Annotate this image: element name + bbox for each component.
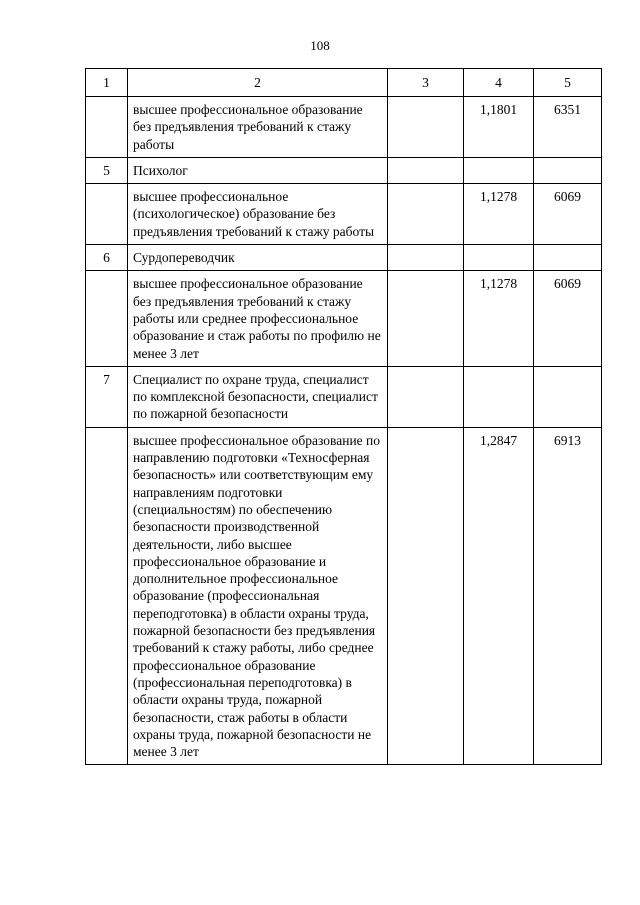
column-3-cell <box>388 184 464 245</box>
header-cell-5: 5 <box>534 69 602 97</box>
coefficient-cell <box>464 157 534 183</box>
qualification-text-cell: высшее профессиональное (психологическое) образование без предъявления требований к стажу работы <box>128 184 388 245</box>
salary-cell: 6069 <box>534 184 602 245</box>
column-3-cell <box>388 366 464 427</box>
salary-cell <box>534 366 602 427</box>
header-cell-1: 1 <box>86 69 128 97</box>
position-name-cell: Психолог <box>128 157 388 183</box>
table-row <box>86 157 602 183</box>
salary-cell: 6351 <box>534 97 602 158</box>
table-row <box>86 184 602 245</box>
header-cell-2: 2 <box>128 69 388 97</box>
coefficient-cell: 1,1278 <box>464 271 534 366</box>
table-row <box>86 245 602 271</box>
table-header-row <box>86 69 602 97</box>
header-cell-4: 4 <box>464 69 534 97</box>
salary-cell: 6913 <box>534 427 602 765</box>
row-number-cell <box>86 271 128 366</box>
coefficient-cell <box>464 366 534 427</box>
page-number: 108 <box>310 38 330 53</box>
qualification-text-cell: высшее профессиональное образование по направлению подготовки «Техносферная безопасность» или соответствующим ему направлениям подготовки (специальностям) по обеспечению безопасности производственной деятельности, либо высшее профессиональное образование и дополнительное профессиональное образование (профессиональная переподготовка) в области охраны труда, пожарной безопасности без предъявления требований к стажу работы, либо среднее профессиональное образование (профессиональная переподготовка) в области охраны труда, пожарной безопасности, стаж работы в области охраны труда, пожарной безопасности не менее 3 лет <box>128 427 388 765</box>
coefficient-cell: 1,1278 <box>464 184 534 245</box>
coefficient-cell <box>464 245 534 271</box>
column-3-cell <box>388 427 464 765</box>
row-number-cell: 7 <box>86 366 128 427</box>
qualification-text-cell: высшее профессиональное образование без предъявления требований к стажу работы <box>128 97 388 158</box>
document-table <box>85 68 602 765</box>
position-name-cell: Сурдопереводчик <box>128 245 388 271</box>
row-number-cell <box>86 97 128 158</box>
qualification-text-cell: высшее профессиональное образование без предъявления требований к стажу работы или среднее профессиональное образование и стаж работы по профилю не менее 3 лет <box>128 271 388 366</box>
table-row <box>86 271 602 366</box>
row-number-cell: 6 <box>86 245 128 271</box>
row-number-cell <box>86 427 128 765</box>
table-row <box>86 97 602 158</box>
column-3-cell <box>388 97 464 158</box>
coefficient-cell: 1,1801 <box>464 97 534 158</box>
column-3-cell <box>388 157 464 183</box>
salary-cell: 6069 <box>534 271 602 366</box>
header-cell-3: 3 <box>388 69 464 97</box>
position-name-cell: Специалист по охране труда, специалист по комплексной безопасности, специалист по пожарной безопасности <box>128 366 388 427</box>
salary-cell <box>534 245 602 271</box>
salary-cell <box>534 157 602 183</box>
column-3-cell <box>388 271 464 366</box>
row-number-cell <box>86 184 128 245</box>
table-row <box>86 366 602 427</box>
column-3-cell <box>388 245 464 271</box>
row-number-cell: 5 <box>86 157 128 183</box>
coefficient-cell: 1,2847 <box>464 427 534 765</box>
table-row <box>86 427 602 765</box>
